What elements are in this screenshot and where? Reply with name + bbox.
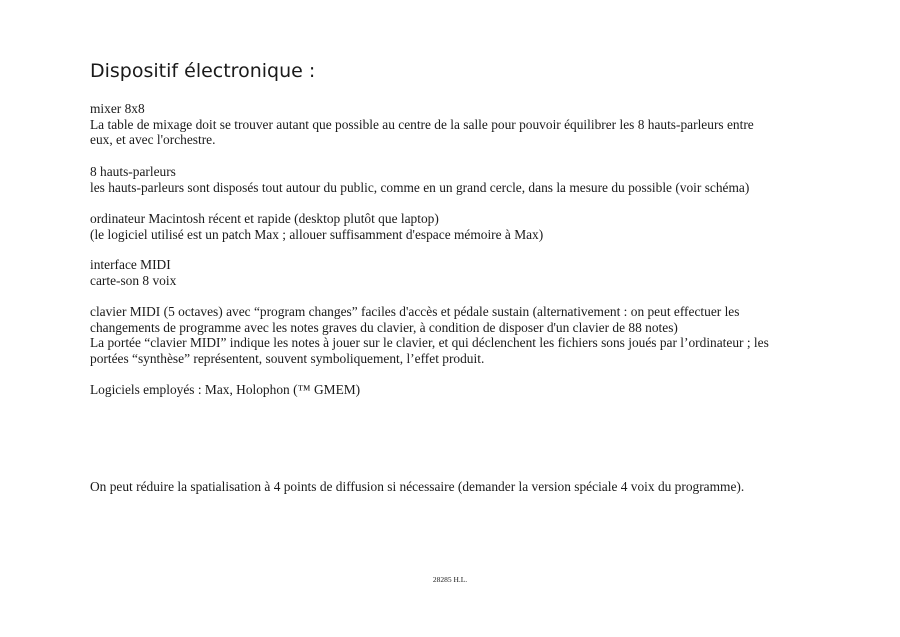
interface-line-1: interface MIDI: [90, 257, 171, 272]
speakers-heading: 8 hauts-parleurs: [90, 164, 176, 179]
keyboard-line-4: portées “synthèse” représentent, souvent symboliquement, l’effet produit.: [90, 350, 485, 366]
mixer-section: [90, 101, 812, 148]
mixer-heading: mixer 8x8: [90, 101, 145, 116]
interface-line-2: carte-son 8 voix: [90, 272, 177, 288]
keyboard-line-3: La portée “clavier MIDI” indique les notes à jouer sur le clavier, et qui déclenchent les fichiers sons joués par l’ordinateur ; les: [90, 335, 769, 351]
mixer-line-1: La table de mixage doit se trouver autant que possible au centre de la salle pour pouvoir équilibrer les 8 hauts-parleurs entre: [90, 116, 754, 132]
computer-line-2: (le logiciel utilisé est un patch Max ; allouer suffisamment d'espace mémoire à Max): [90, 226, 544, 242]
keyboard-line-2: changements de programme avec les notes graves du clavier, à condition de disposer d'un clavier de 88 notes): [90, 319, 678, 335]
computer-line-1: ordinateur Macintosh récent et rapide (desktop plutôt que laptop): [90, 211, 439, 226]
keyboard-section: [90, 304, 812, 366]
computer-section: [90, 211, 812, 242]
mixer-line-2: eux, et avec l'orchestre.: [90, 132, 216, 148]
software-line: Logiciels employés : Max, Holophon (™ GMEM): [90, 382, 361, 397]
reduction-note: On peut réduire la spatialisation à 4 points de diffusion si nécessaire (demander la version spéciale 4 voix du programme).: [90, 479, 745, 494]
page-title: Dispositif électronique :: [90, 60, 316, 82]
footer-code: 28285 H.L.: [432, 575, 468, 584]
interface-section: [90, 257, 812, 288]
speakers-section: [90, 164, 812, 195]
keyboard-line-1: clavier MIDI (5 octaves) avec “program changes” faciles d'accès et pédale sustain (alternativement : on peut effectuer les: [90, 304, 740, 319]
speakers-line-1: les hauts-parleurs sont disposés tout autour du public, comme en un grand cercle, dans la mesure du possible (voir schéma): [90, 179, 750, 195]
